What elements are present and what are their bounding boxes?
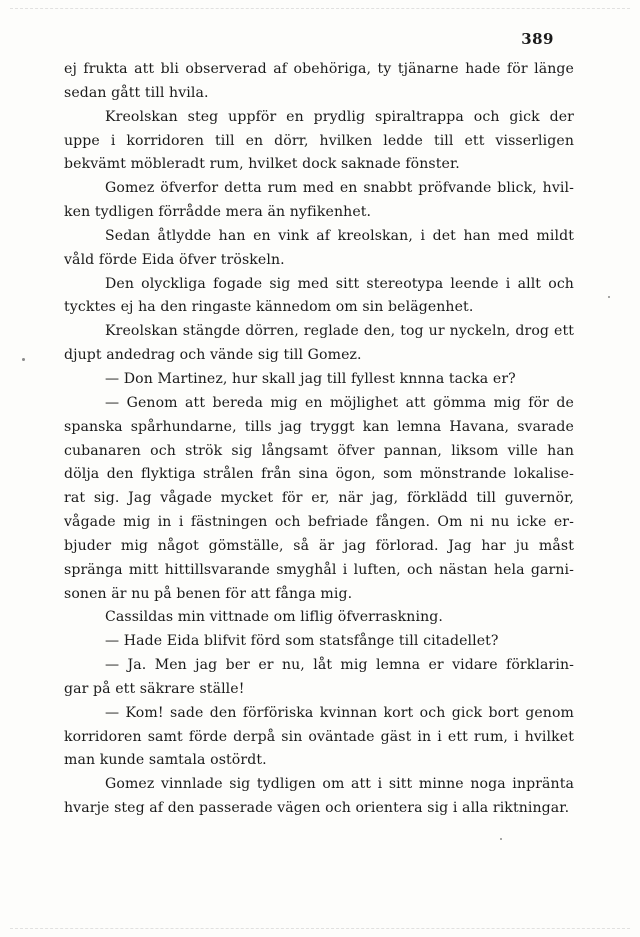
text-line: bjuder mig något gömställe, så är jag förlorad. Jag har ju måst xyxy=(64,537,574,554)
text-line: gar på ett säkrare ställe! xyxy=(64,680,245,697)
text-line: tycktes ej ha den ringaste kännedom om sin belägenhet. xyxy=(64,299,474,316)
text-line: Sedan åtlydde han en vink af kreolskan, i det han med mildt xyxy=(105,227,574,244)
body-text xyxy=(64,58,574,821)
text-line: rat sig. Jag vågade mycket för er, när jag, förklädd till guvernör, xyxy=(64,490,574,507)
text-line: våld förde Eida öfver tröskeln. xyxy=(64,251,285,268)
text-line: djupt andedrag och vände sig till Gomez. xyxy=(64,347,362,364)
text-line: Gomez vinnlade sig tydligen om att i sitt minne noga inpränta xyxy=(105,776,574,793)
page-number: 389 xyxy=(521,30,554,48)
text-line: — Genom att bereda mig en möjlighet att gömma mig för de xyxy=(105,394,574,411)
text-line: ken tydligen förrådde mera än nyfikenhet. xyxy=(64,204,372,221)
text-line: sedan gått till hvila. xyxy=(64,84,209,101)
text-line: bekvämt möbleradt rum, hvilket dock saknade fönster. xyxy=(64,156,460,173)
text-line: — Hade Eida blifvit förd som statsfånge till citadellet? xyxy=(105,633,499,650)
text-line: dölja den flyktiga strålen från sina ögon, som mönstrande lokalise- xyxy=(64,466,574,483)
text-line: korridoren samt förde derpå sin oväntade gäst in i ett rum, i hvilket xyxy=(64,728,574,745)
text-line: — Don Martinez, hur skall jag till fyllest knnna tacka er? xyxy=(105,370,516,387)
text-line: sonen är nu på benen för att fånga mig. xyxy=(64,585,353,602)
text-line: vågade mig in i fästningen och befriade fången. Om ni nu icke er- xyxy=(64,514,574,531)
text-line: man kunde samtala ostördt. xyxy=(64,752,267,769)
text-line: — Kom! sade den förföriska kvinnan kort och gick bort genom xyxy=(105,704,574,721)
scan-edge-bottom xyxy=(10,928,630,929)
scan-edge-top xyxy=(10,8,630,9)
text-line: Kreolskan stängde dörren, reglade den, tog ur nyckeln, drog ett xyxy=(105,323,574,340)
text-line: Kreolskan steg uppför en prydlig spiraltrappa och gick der xyxy=(105,108,574,125)
scan-speck xyxy=(500,838,502,840)
text-line: spanska spårhundarne, tills jag tryggt kan lemna Havana, svarade xyxy=(64,418,574,435)
scan-speck xyxy=(608,296,610,298)
text-line: uppe i korridoren till en dörr, hvilken ledde till ett visserligen xyxy=(64,132,574,149)
scan-speck xyxy=(22,358,25,361)
text-line: Gomez öfverfor detta rum med en snabbt pröfvande blick, hvil- xyxy=(105,180,574,197)
text-line: cubanaren och strök sig långsamt öfver pannan, liksom ville han xyxy=(64,442,574,459)
text-line: hvarje steg af den passerade vägen och orientera sig i alla riktningar. xyxy=(64,800,570,817)
text-line: spränga mitt hittillsvarande smyghål i luften, och nästan hela garni- xyxy=(64,561,574,578)
text-line: ej frukta att bli observerad af obehöriga, ty tjänarne hade för länge xyxy=(64,61,574,77)
text-line: Cassildas min vittnade om liflig öfverraskning. xyxy=(105,609,443,626)
text-line: Den olyckliga fogade sig med sitt stereotypa leende i allt och xyxy=(105,275,574,292)
text-line: — Ja. Men jag ber er nu, låt mig lemna er vidare förklarin- xyxy=(105,657,574,674)
